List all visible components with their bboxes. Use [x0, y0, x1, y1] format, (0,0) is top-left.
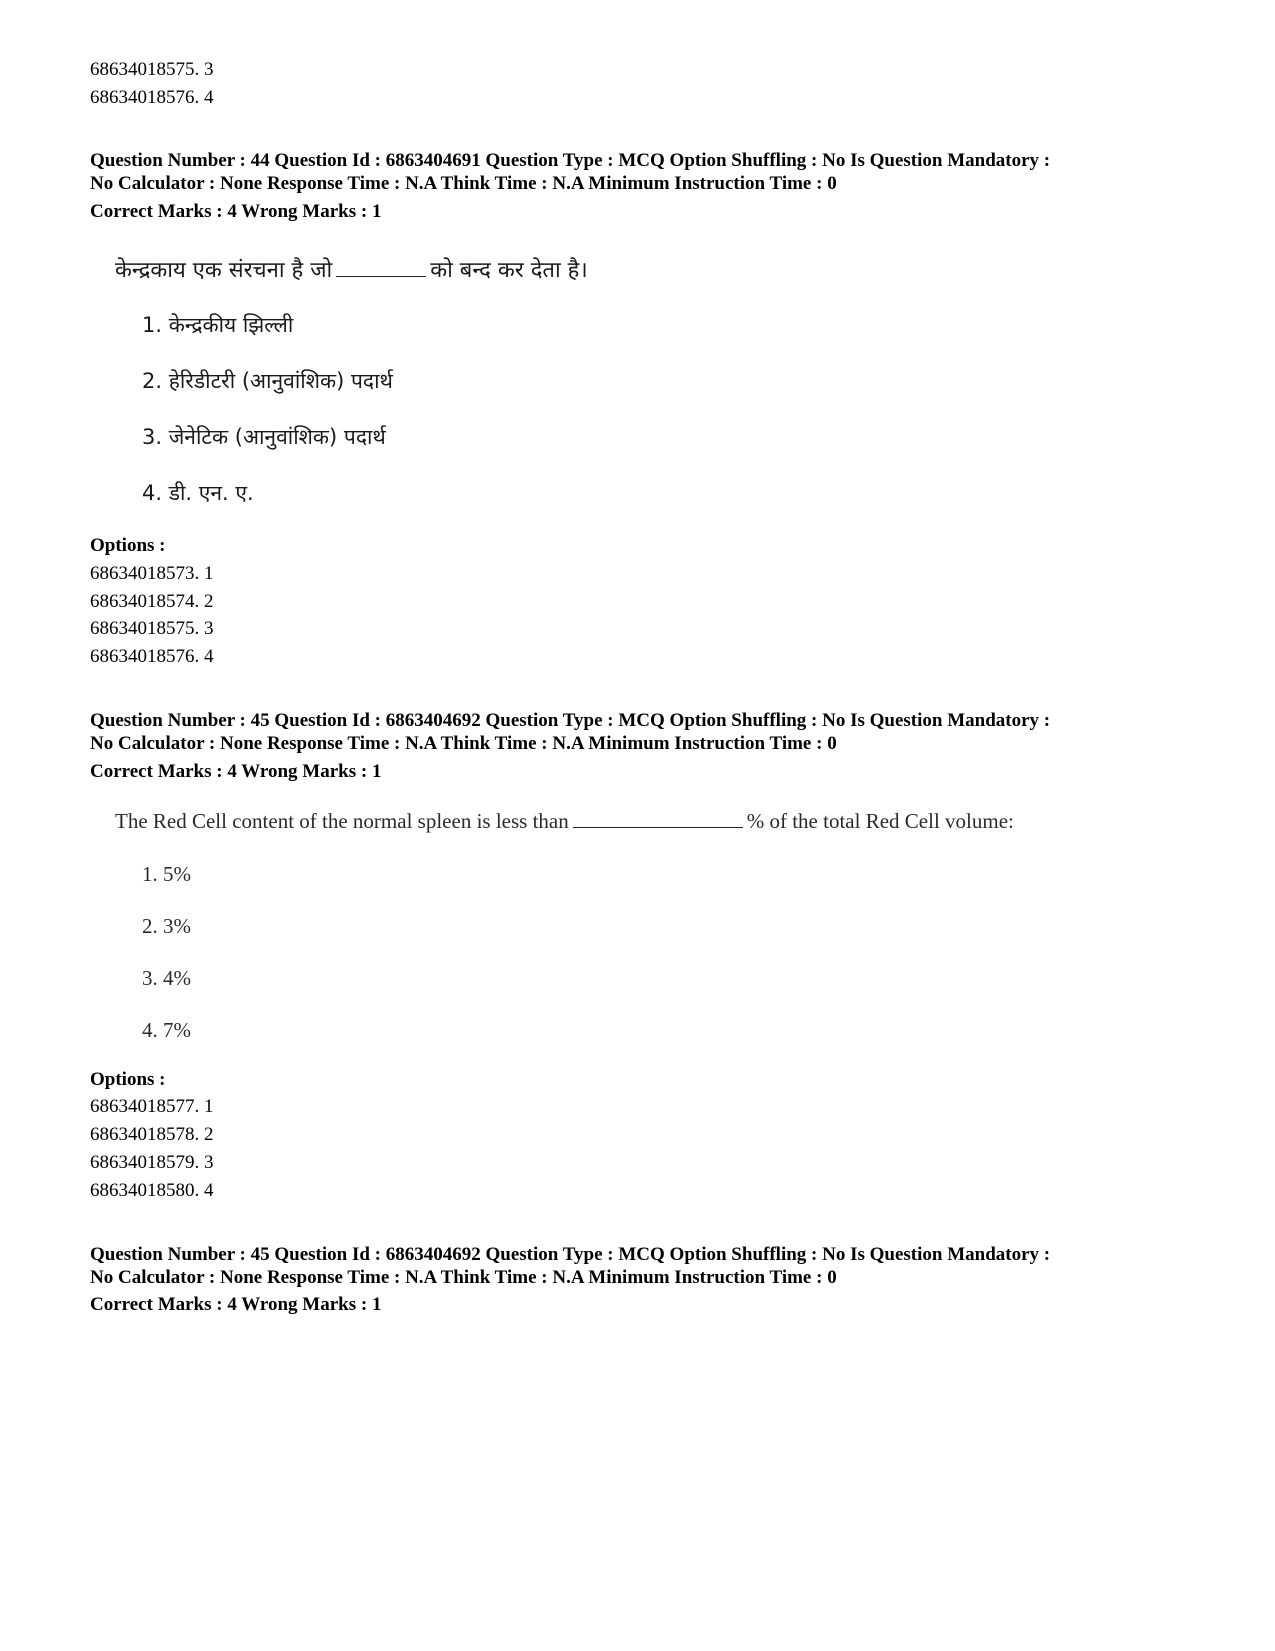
- answer-blank: [573, 826, 743, 828]
- choice-2: 2. हेरिडीटरी (आनुवांशिक) पदार्थ: [142, 369, 393, 393]
- choice-3: 3. जेनेटिक (आनुवांशिक) पदार्थ: [142, 425, 386, 449]
- choice-1: 1. केन्द्रकीय झिल्ली: [142, 313, 294, 337]
- option-line: 68634018580. 4: [90, 1180, 214, 1201]
- choice-4: 4. डी. एन. ए.: [142, 481, 254, 505]
- question-header-line2: No Calculator : None Response Time : N.A Think Time : N.A Minimum Instruction Time : 0: [90, 733, 837, 754]
- stem-after-blank: % of the total Red Cell volume:: [746, 809, 1014, 833]
- choice-3: 3. 4%: [142, 966, 191, 990]
- stem-after-blank: को बन्द कर देता है।: [430, 258, 588, 283]
- question-marks: Correct Marks : 4 Wrong Marks : 1: [90, 1294, 382, 1315]
- options-label: Options :: [90, 1069, 166, 1090]
- option-line: 68634018578. 2: [90, 1124, 214, 1145]
- question-header-line2: No Calculator : None Response Time : N.A Think Time : N.A Minimum Instruction Time : 0: [90, 173, 837, 194]
- question-marks: Correct Marks : 4 Wrong Marks : 1: [90, 761, 382, 782]
- choice-2: 2. 3%: [142, 914, 191, 938]
- option-line: 68634018575. 3: [90, 59, 214, 80]
- answer-blank: [336, 275, 426, 277]
- option-line: 68634018576. 4: [90, 646, 214, 667]
- option-line: 68634018577. 1: [90, 1096, 214, 1117]
- options-label: Options :: [90, 535, 166, 556]
- question-header-line1: Question Number : 44 Question Id : 6863404691 Question Type : MCQ Option Shuffling : No Is Question Mandatory :: [90, 150, 1051, 171]
- option-number: 3: [204, 59, 214, 80]
- stem-before-blank: केन्द्रकाय एक संरचना है जो: [115, 258, 333, 283]
- choice-4: 4. 7%: [142, 1018, 191, 1042]
- option-number: 4: [204, 87, 214, 108]
- question-header-line1: Question Number : 45 Question Id : 6863404692 Question Type : MCQ Option Shuffling : No Is Question Mandatory :: [90, 1244, 1051, 1265]
- question-marks: Correct Marks : 4 Wrong Marks : 1: [90, 201, 382, 222]
- choice-1: 1. 5%: [142, 862, 191, 886]
- question-header-line1: Question Number : 45 Question Id : 6863404692 Question Type : MCQ Option Shuffling : No Is Question Mandatory :: [90, 710, 1051, 731]
- option-line: 68634018579. 3: [90, 1152, 214, 1173]
- option-line: 68634018576. 4: [90, 87, 214, 108]
- option-id: 68634018576: [90, 87, 195, 108]
- option-line: 68634018575. 3: [90, 618, 214, 639]
- option-id: 68634018575: [90, 59, 195, 80]
- question-stem: [115, 809, 1014, 834]
- question-stem: [115, 254, 588, 284]
- question-header-line2: No Calculator : None Response Time : N.A Think Time : N.A Minimum Instruction Time : 0: [90, 1267, 837, 1288]
- option-line: 68634018574. 2: [90, 591, 214, 612]
- option-line: 68634018573. 1: [90, 563, 214, 584]
- stem-before-blank: The Red Cell content of the normal spleen is less than: [115, 809, 569, 833]
